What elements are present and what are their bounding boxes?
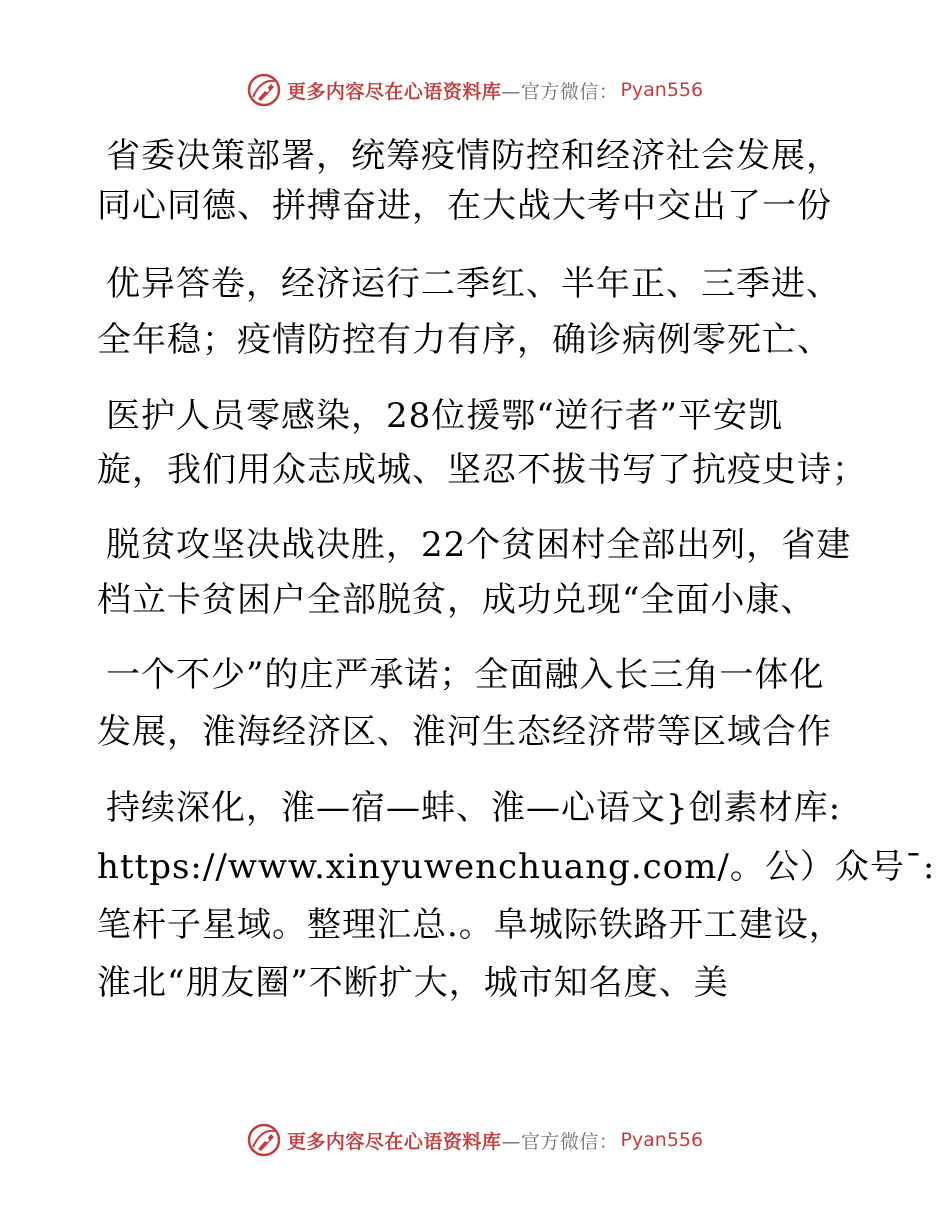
banner-title: 更多内容尽在心语资料库 — [286, 1130, 502, 1153]
body-line-1: 省委决策部署，统筹疫情防控和经济社会发展， — [106, 136, 841, 176]
header-banner — [0, 68, 950, 112]
body-line-10: 发展，淮海经济区、淮河生态经济带等区域合作 — [97, 712, 832, 752]
body-line-3: 优异答卷，经济运行二季红、半年正、三季进、 — [106, 264, 841, 304]
body-line-6: 旋，我们用众志成城、坚忍不拔书写了抗疫史诗； — [97, 450, 867, 490]
body-line-2: 同心同德、拼搏奋进，在大战大考中交出了一份 — [97, 186, 832, 226]
banner-title: 更多内容尽在心语资料库 — [286, 80, 502, 103]
pen-nib-logo-icon — [247, 73, 281, 107]
footer-banner — [0, 1118, 950, 1162]
body-line-7: 脱贫攻坚决战决胜，22个贫困村全部出列，省建 — [106, 525, 852, 565]
banner-separator: —官方微信： — [501, 80, 619, 103]
body-line-4: 全年稳；疫情防控有力有序，确诊病例零死亡、 — [97, 320, 832, 360]
pen-nib-logo-icon — [247, 1123, 281, 1157]
body-line-5: 医护人员零感染，28位援鄂“逆行者”平安凯 — [106, 396, 784, 436]
body-line-12: https://www.xinyuwenchuang.com/。公）众号¯: — [97, 847, 936, 887]
body-line-14: 淮北“朋友圈”不断扩大，城市知名度、美 — [97, 963, 729, 1003]
body-line-13: 笔杆子星域。整理汇总.。阜城际铁路开工建设， — [97, 905, 844, 945]
banner-account: Pyan556 — [620, 1129, 704, 1151]
body-line-9: 一个不少”的庄严承诺；全面融入长三角一体化 — [106, 655, 825, 695]
body-line-8: 档立卡贫困户全部脱贫，成功兑现“全面小康、 — [97, 580, 816, 620]
body-line-11: 持续深化，淮—宿—蚌、淮—心语文}创素材库: — [106, 788, 842, 828]
banner-separator: —官方微信： — [501, 1130, 619, 1153]
banner-account: Pyan556 — [620, 79, 704, 101]
